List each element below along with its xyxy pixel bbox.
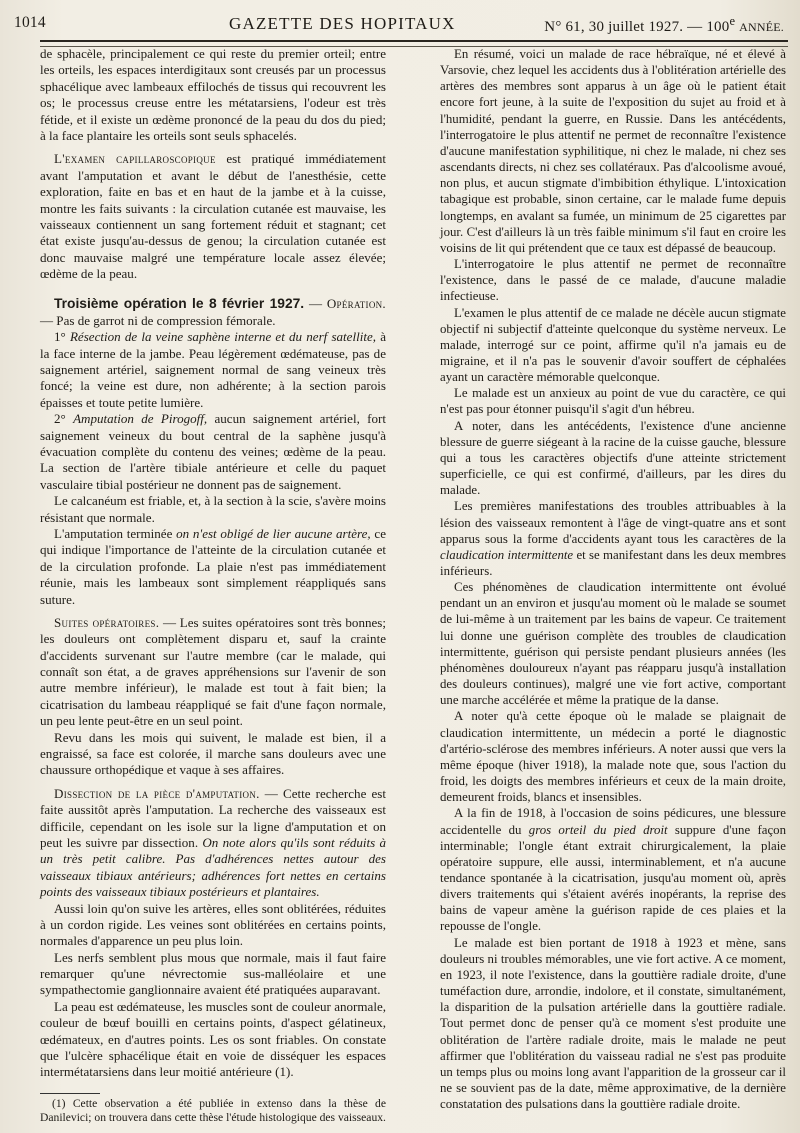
paragraph <box>40 786 386 901</box>
item-text: aucun saignement artériel, fort saignement veineux du bout central de la saphène jusqu'à évacuation complète du contenu des veines; œdème de la peau. La section de l'artère tibiale antérieure et celle du paquet vasculaire tibial postérieur ne donnent pas de saignement. <box>40 411 386 492</box>
section-text: — Pas de garrot ni de compression fémorale. <box>40 312 276 328</box>
paragraph-text: ce qui indique l'importance de l'atteinte de la circulation cutanée et de la circulation profonde. La plaie n'est pas immédiatement réunie, mais les lambeaux sont simplement réappliqués sans suture. <box>40 525 386 607</box>
item-text: à la face interne de la jambe. Peau légèrement œdémateuse, pas de saignement artériel, saignement normal de sang veineux très foncé; la veine est dure, non adhérente; à la section parois épaisses et toute petite lumière. <box>40 329 387 410</box>
footnote-rule <box>40 1093 100 1094</box>
paragraph-text: et se manifestant dans les deux membres inférieurs. <box>440 547 786 578</box>
right-column <box>440 46 786 1112</box>
running-header <box>14 12 784 36</box>
paragraph: L'examen le plus attentif de ce malade ne décèle aucun stigmate objectif ni subjectif d'atteinte quelconque du système nerveux. Le malade, interrogé sur ce point, affirme qu'il n'a jamais eu de migraine, et il n'a pas le souvenir d'avoir souffert de céphalées ayant un caractère mémorable quelconque. <box>440 305 786 385</box>
paragraph: Aussi loin qu'on suive les artères, elles sont oblitérées, réduites à un cordon rigide. Les veines sont oblitérées en certains points, normales d'apparence un peu plus loin. <box>40 900 386 949</box>
run-in-heading: Dissection de la pièce d'amputation. <box>54 785 260 801</box>
issue-suffix: e <box>729 14 736 28</box>
paragraph-text: — Les suites opératoires sont très bonnes; les douleurs ont complètement disparu et, sauf la crainte d'accidents survenant sur l'autre membre (car le malade, qui connaît son état, a de graves appréhensions sur l'avenir de son autre membre inférieur), le malade est tout à fait bien; la cicatrisation du lambeau réappliqué se fait d'une façon normale, un peu lente peut-être en un seul point. <box>40 614 386 729</box>
page-number: 1014 <box>14 14 46 31</box>
section-title: Troisième opération le 8 février 1927. <box>54 296 305 312</box>
left-column <box>40 46 386 1125</box>
paragraph-text: L'amputation terminée <box>54 525 177 541</box>
paragraph-text: suppure d'une façon interminable; l'ongle étant extrait chirurgicalement, la plaie opératoire suppure, elle aussi, interminablement, et n'a aucune tendance spontanée à la cicatrisation, jusqu'au moment où, après divers traitements qui s'étaient avérés inopérants, la reprise des bains de vapeur amène la guérison rapide de ces plaies et la repousse de l'ongle. <box>440 822 786 934</box>
section-dash: — <box>304 296 327 312</box>
paragraph: Le malade est bien portant de 1918 à 1923 et mène, sans douleurs ni troubles mémorables, une vie fort active. A ce moment, en 1923, il note l'existence, dans la gouttière radiale droite, d'une tuméfaction dure, arrondie, indolore, et il constate, simultanément, la disparition de la pulsation artérielle dans la gouttière radiale. Tout permet donc de penser qu'à ce moment s'est produite une oblitération de l'artère radiale droite, mais le malade ne peut affirmer que l'oblitération du vaisseau radial ne s'est pas produite un temps plus ou moins long avant l'apparition de la grosseur car il ne se souvient pas de la date, même approximative, de la dernière constatation des pulsations dans la gouttière radiale droite. <box>440 935 786 1112</box>
journal-title: GAZETTE DES HOPITAUX <box>229 14 456 33</box>
paragraph: L'interrogatoire le plus attentif ne permet de reconnaître l'existence, dans le passé de ce malade, d'aucune maladie infectieuse. <box>440 257 786 304</box>
paragraph-text: Les premières manifestations des troubles attribuables à la lésion des vaisseaux remontent à l'âge de vingt-quatre ans et sont apparus sous la forme d'accidents ayant tous les caractères de la <box>440 499 786 546</box>
paragraph: de sphacèle, principalement ce qui reste du premier orteil; entre les orteils, les espaces interdigitaux sont creusés par un processus sphacélique avec lambeaux effilochés de tissus qui recouvrent les os; le processus creuse entre les métatarsiens, l'odeur est très fétide, et il existe un œdème prononcé de la peau du dos du pied; à la face plantaire les orteils sont seuls sphacelés. <box>40 46 386 143</box>
item-title: Amputation de Pirogoff, <box>73 411 208 427</box>
paragraph: Ces phénomènes de claudication intermittente ont évolué pendant un an environ et jusqu'au moment où le malade se soumet de lui-même à un traitement par les bains de vapeur. Ce traitement lui donne une guérison complète des troubles de claudication intermittente, guérison qui persiste pendant plusieurs années (les phénomènes douloureux n'ayant pas réapparu jusqu'à installation des douleurs continues), malgré une vie fort active, comportant une marche accélérée et même la pratique de la danse. <box>440 580 786 708</box>
paragraph <box>40 615 386 730</box>
section-heading <box>40 296 386 329</box>
paragraph <box>440 805 786 934</box>
footnote: (1) Cette observation a été publiée in extenso dans la thèse de Danilevici; on trouvera dans cette thèse l'étude histologique des vaisseaux. <box>40 1096 386 1124</box>
list-item <box>40 329 386 411</box>
item-number: 1° <box>54 329 66 345</box>
paragraph-text: — Cette recherche est faite aussitôt après l'amputation. La recherche des vaisseaux est difficile, cependant on les isole sur la ligne d'amputation et on peut les suivre par dissection. <box>40 785 386 850</box>
italic-text: On note alors qu'ils sont réduits à un très petit calibre. Pas d'adhérences nettes autour des vaisseaux tibiaux antérieurs; adhérences fort nettes en certains points des vaisseaux tibiaux postérieurs et plantaires. <box>40 834 386 900</box>
run-in-heading: Suites opératoires. <box>54 614 160 630</box>
issue-info <box>544 14 784 36</box>
paragraph: A noter, dans les antécédents, l'existence d'une ancienne blessure de guerre siégeant à la racine de la cuisse gauche, blessure qui a tous les caractères objectifs d'une atteinte strictement superficielle, ce qui est confirmé, d'ailleurs, par les dires du malade. <box>440 418 786 498</box>
paragraph-text: est pratiqué immédiatement avant l'amputation et avant le début de l'anesthésie, cette exploration, faite en bas et en haut de la jambe et à la cuisse, montre les faits suivants : la circulation cutanée est mauvaise, les vaisseaux contiennent un sang fortement réduit et stagnant; cet état existe jusqu'au-dessus de genou; la circulation cutanée est donc mauvaise malgré une température locale assez élevée; œdème de la peau. <box>40 151 386 282</box>
issue-date: N° 61, 30 juillet 1927. — 100 <box>544 19 730 35</box>
italic-text: claudication intermittente <box>440 547 574 562</box>
issue-annee: ANNÉE. <box>739 20 784 34</box>
paragraph-text: A la fin de 1918, à l'occasion de soins pédicures, une blessure accidentelle du <box>440 806 786 837</box>
paragraph: Le calcanéum est friable, et, à la section à la scie, s'avère moins résistant que normale. <box>40 493 386 525</box>
paragraph: Les nerfs semblent plus mous que normale, mais il faut faire remarquer qu'une névrectomie sus-malléolaire et une sympathectomie ganglionnaire avaient été pratiquées auparavant. <box>40 949 386 998</box>
item-number: 2° <box>54 411 66 427</box>
italic-text: gros orteil du pied droit <box>528 822 668 837</box>
item-title: Résection de la veine saphène interne et du nerf satellite, <box>69 329 377 345</box>
paragraph: Revu dans les mois qui suivent, le malade est bien, il a engraissé, sa face est colorée, il marche sans douleurs avec une chaussure orthopédique et vaque à ses affaires. <box>40 729 386 778</box>
paragraph: En résumé, voici un malade de race hébraïque, né et élevé à Varsovie, chez lequel les accidents dus à l'oblitération artérielle des artères des membres sont apparus à un âge où le patient était encore fort jeune, à la suite de l'exposition du sujet au froid et à l'humidité, pendant la guerre, en Russie. Dans les antécédents, l'interrogatoire le plus attentif ne permet de reconnaître l'existence d'aucune manifestation syphilitique, ni chez le malade, ni chez ses ascendants directs, ni chez ses collatéraux. Pas d'alcoolisme avoué, non plus, et aucun stigmate d'imbibition éthylique. L'intoxication tabagique est probable, sinon certaine, car le malade fume depuis longtemps, en avalant sa fumée, un minimum de 25 cigarettes par jour. C'est d'ailleurs là un très faible minimum s'il faut en croire les voisins de lit qui prétendent que ce taux est dépassé de beaucoup. <box>440 47 786 255</box>
paragraph: Le malade est un anxieux au point de vue du caractère, ce qui n'est pas pour étonner puisqu'il s'agit d'un hébreu. <box>440 386 786 417</box>
italic-text: on n'est obligé de lier aucune artère, <box>176 525 371 541</box>
paragraph <box>440 498 786 579</box>
paragraph: A noter qu'à cette époque où le malade se plaignait de claudication intermittente, un médecin a porté le diagnostic d'artério-sclérose des membres inférieurs. A noter aussi que vers la même époque (hiver 1918), la malade note que, sous l'action du froid, les doigts des membres inférieurs et ceux de la main droite, demeurent froids, blancs et insensibles. <box>440 709 786 805</box>
paragraph <box>40 526 386 608</box>
header-rule <box>40 40 788 42</box>
list-item <box>40 411 386 493</box>
paragraph <box>40 151 386 282</box>
paragraph: La peau est œdémateuse, les muscles sont de couleur anormale, couleur de bœuf bouilli en certains points, d'aspect gélatineux, œdémateux, en d'autres points. Les os sont friables. On constate que l'ulcère sphacélique était en voie de disséquer les espaces intermétatarsiens dans leur moitié antérieure (1). <box>40 998 386 1080</box>
run-in-heading: L'examen capillaroscopique <box>54 151 216 167</box>
section-label: Opération. <box>326 296 386 312</box>
